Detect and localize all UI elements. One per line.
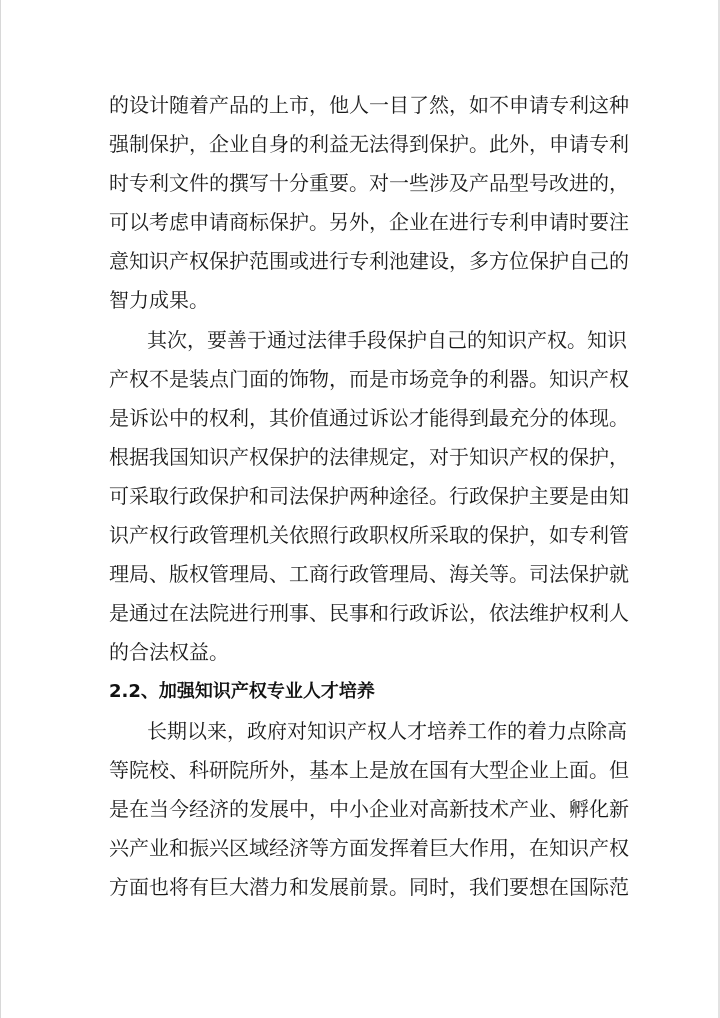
paragraph-line: 理局、版权管理局、工商行政管理局、海关等。司法保护就 <box>109 562 629 587</box>
paragraph-line: 是在当今经济的发展中，中小企业对高新技术产业、孵化新 <box>109 796 629 821</box>
paragraph-line: 方面也将有巨大潜力和发展前景。同时，我们要想在国际范 <box>109 874 629 899</box>
paragraph-line: 是诉讼中的权利，其价值通过诉讼才能得到最充分的体现。 <box>109 405 629 430</box>
paragraph-line: 产权不是装点门面的饰物，而是市场竞争的利器。知识产权 <box>109 366 629 391</box>
paragraph-2 <box>109 321 629 673</box>
document-body <box>109 86 629 907</box>
paragraph-line: 等院校、科研院所外，基本上是放在国有大型企业上面。但 <box>109 757 629 782</box>
paragraph-line: 时专利文件的撰写十分重要。对一些涉及产品型号改进的， <box>109 171 629 196</box>
paragraph-line: 智力成果。 <box>109 288 209 313</box>
paragraph-line: 兴产业和振兴区域经济等方面发挥着巨大作用，在知识产权 <box>109 835 629 860</box>
paragraph-line: 识产权行政管理机关依照行政职权所采取的保护，如专利管 <box>109 523 629 548</box>
paragraph-line: 的设计随着产品的上市，他人一目了然，如不申请专利这种 <box>109 93 629 117</box>
paragraph-line: 可采取行政保护和司法保护两种途径。行政保护主要是由知 <box>109 483 629 508</box>
paragraph-line: 其次，要善于通过法律手段保护自己的知识产权。知识 <box>147 327 627 352</box>
paragraph-line: 长期以来，政府对知识产权人才培养工作的着力点除高 <box>147 718 627 743</box>
paragraph-line: 是通过在法院进行刑事、民事和行政诉讼，依法维护权利人 <box>109 601 629 626</box>
paragraph-line: 可以考虑申请商标保护。另外，企业在进行专利申请时要注 <box>109 210 629 235</box>
paragraph-line: 强制保护，企业自身的利益无法得到保护。此外，申请专利 <box>109 132 629 157</box>
page-left-edge <box>0 0 1 1018</box>
paragraph-line: 意知识产权保护范围或进行专利池建设，多方位保护自己的 <box>109 249 629 274</box>
paragraph-line: 的合法权益。 <box>109 640 229 665</box>
paragraph-3 <box>109 712 629 907</box>
paragraph-1 <box>109 86 629 321</box>
paragraph-line: 根据我国知识产权保护的法律规定，对于知识产权的保护， <box>109 444 629 469</box>
section-heading: 2.2、加强知识产权专业人才培养 <box>109 681 375 703</box>
